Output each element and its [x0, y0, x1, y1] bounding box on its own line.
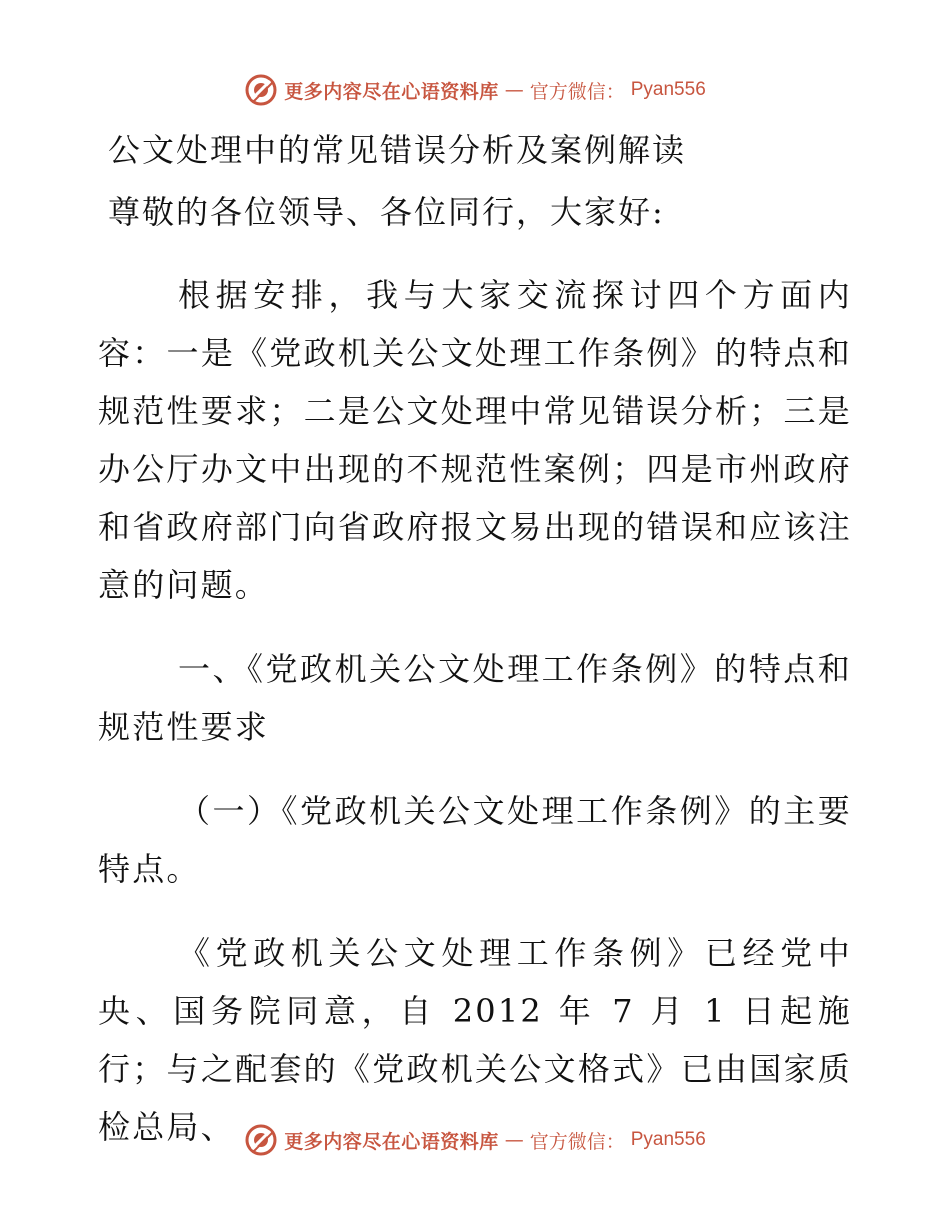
banner-text: 更多内容尽在心语资料库	[284, 80, 499, 103]
banner-wechat-label: 官方微信：	[529, 1130, 625, 1153]
banner-dash: —	[504, 79, 524, 101]
header-watermark-banner	[0, 70, 950, 110]
banner-dash: —	[504, 1129, 524, 1151]
banner-wechat-id: Pyan556	[630, 1129, 706, 1150]
document-title: 公文处理中的常见错误分析及案例解读	[108, 131, 687, 169]
paragraph-body: 《党政机关公文处理工作条例》已经党中央、国务院同意，自 2012 年 7 月 1 日起施行；与之配套的《党政机关公文格式》已由国家质检总局、	[98, 934, 852, 1146]
greeting: 尊敬的各位领导、各位同行，大家好:	[108, 193, 665, 231]
banner-wechat-id: Pyan556	[630, 79, 706, 100]
logo-icon	[244, 73, 278, 107]
document-body	[98, 122, 852, 1156]
footer-watermark-banner	[0, 1120, 950, 1160]
paragraph-intro: 根据安排，我与大家交流探讨四个方面内容：一是《党政机关公文处理工作条例》的特点和规范性要求；二是公文处理中常见错误分析；三是办公厅办文中出现的不规范性案例；四是市州政府和省政府部门向省政府报文易出现的错误和应该注意的问题。	[98, 276, 852, 604]
banner-wechat-label: 官方微信：	[529, 80, 625, 103]
logo-icon	[244, 1123, 278, 1157]
section-heading-1: 一、《党政机关公文处理工作条例》的特点和规范性要求	[98, 650, 852, 746]
subsection-heading-1: （一）《党政机关公文处理工作条例》的主要特点。	[98, 792, 852, 888]
banner-text: 更多内容尽在心语资料库	[284, 1130, 499, 1153]
